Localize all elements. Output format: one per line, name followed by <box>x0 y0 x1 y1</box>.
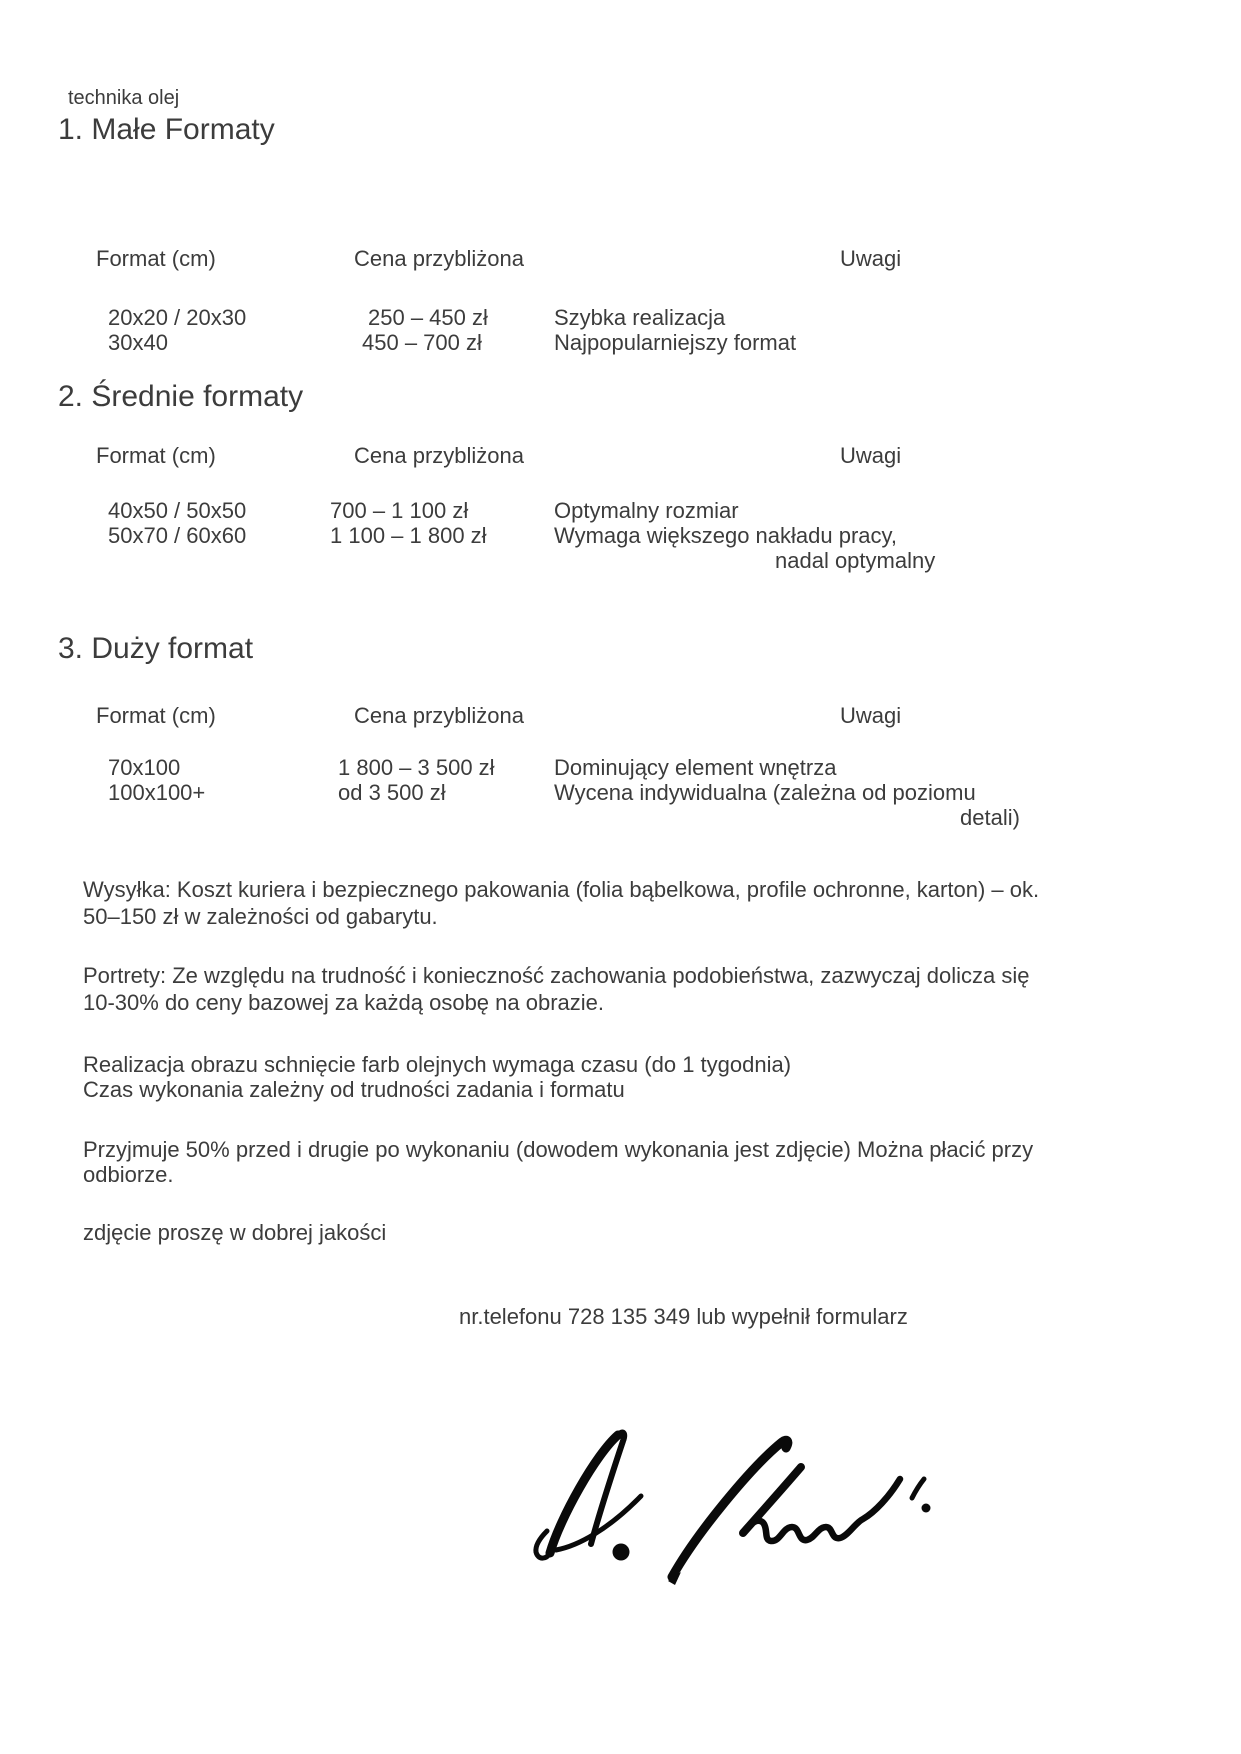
artist-signature <box>450 1380 950 1600</box>
table-3-row-2-notes: Wycena indywidualna (zależna od poziomu <box>554 780 976 805</box>
drying-note-line-1: Realizacja obrazu schnięcie farb olejnych wymaga czasu (do 1 tygodnia) <box>83 1052 792 1077</box>
table-2-row-2-notes: Wymaga większego nakładu pracy, <box>554 523 897 548</box>
table-1-row-1-price: 250 – 450 zł <box>368 305 488 330</box>
table-1-header-format: Format (cm) <box>96 246 216 271</box>
section-3-heading: 3. Duży format <box>58 632 254 665</box>
table-3-row-2-notes-continuation: detali) <box>960 805 1020 830</box>
table-1-row-1-notes: Szybka realizacja <box>554 305 726 330</box>
table-2-header-price: Cena przybliżona <box>354 443 524 468</box>
table-1-row-2-format: 30x40 <box>108 330 168 355</box>
doc-subtitle: technika olej <box>68 87 180 109</box>
table-1-header-notes: Uwagi <box>840 246 902 271</box>
payment-note-line-2: odbiorze. <box>83 1162 174 1187</box>
table-2-row-2-price: 1 100 – 1 800 zł <box>330 523 487 548</box>
table-2-header-format: Format (cm) <box>96 443 216 468</box>
table-2-row-2-format: 50x70 / 60x60 <box>108 523 247 548</box>
table-3-row-1-format: 70x100 <box>108 755 181 780</box>
shipping-note-line-2: 50–150 zł w zależności od gabarytu. <box>83 904 438 929</box>
portraits-note-line-2: 10-30% do ceny bazowej za każdą osobę na obrazie. <box>83 990 605 1015</box>
table-2-row-1-notes: Optymalny rozmiar <box>554 498 739 523</box>
table-1-header-price: Cena przybliżona <box>354 246 524 271</box>
section-1-heading: 1. Małe Formaty <box>58 113 275 146</box>
table-1-row-2-notes: Najpopularniejszy format <box>554 330 797 355</box>
table-2-header-notes: Uwagi <box>840 443 902 468</box>
table-3-row-2-price: od 3 500 zł <box>338 780 446 805</box>
table-2-row-2-notes-continuation: nadal optymalny <box>775 548 936 573</box>
payment-note-line-1: Przyjmuje 50% przed i drugie po wykonaniu (dowodem wykonania jest zdjęcie) Można płacić przy <box>83 1137 1034 1162</box>
phone-contact-line: nr.telefonu 728 135 349 lub wypełnił formularz <box>459 1304 908 1329</box>
drying-note-line-2: Czas wykonania zależny od trudności zadania i formatu <box>83 1077 625 1102</box>
portraits-note-line-1: Portrety: Ze względu na trudność i konieczność zachowania podobieństwa, zazwyczaj dolicza się <box>83 963 1030 988</box>
table-3-header-notes: Uwagi <box>840 703 902 728</box>
shipping-note-line-1: Wysyłka: Koszt kuriera i bezpiecznego pakowania (folia bąbelkowa, profile ochronne, karton) – ok. <box>83 877 1040 902</box>
table-2-row-1-price: 700 – 1 100 zł <box>330 498 469 523</box>
table-3-row-1-notes: Dominujący element wnętrza <box>554 755 837 780</box>
photo-quality-note: zdjęcie proszę w dobrej jakości <box>83 1220 387 1245</box>
section-2-heading: 2. Średnie formaty <box>58 380 304 413</box>
table-3-row-1-price: 1 800 – 3 500 zł <box>338 755 495 780</box>
table-1-row-1-format: 20x20 / 20x30 <box>108 305 247 330</box>
table-1-row-2-price: 450 – 700 zł <box>362 330 482 355</box>
table-3-row-2-format: 100x100+ <box>108 780 206 805</box>
table-3-header-format: Format (cm) <box>96 703 216 728</box>
table-3-header-price: Cena przybliżona <box>354 703 524 728</box>
table-2-row-1-format: 40x50 / 50x50 <box>108 498 247 523</box>
